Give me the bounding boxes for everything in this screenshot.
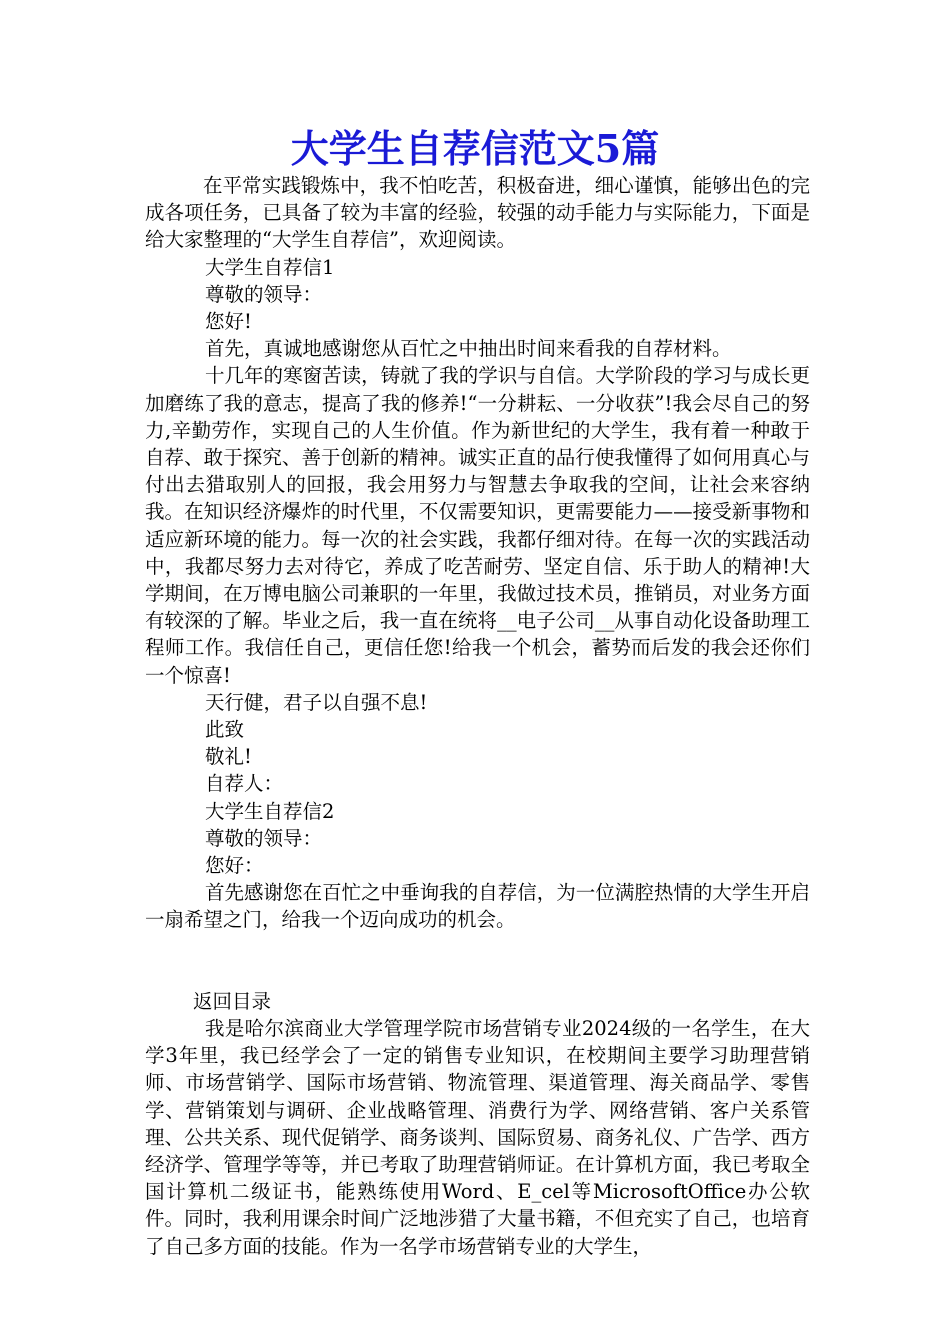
- letter1-heading: 大学生自荐信1: [205, 255, 335, 279]
- letter1-paragraph-1: 首先，真诚地感谢您从百忙之中抽出时间来看我的自荐材料。: [205, 337, 732, 361]
- document-body: [145, 172, 810, 1260]
- letter1-signature: 自荐人：: [205, 772, 284, 796]
- letter1-salutation: 尊敬的领导：: [205, 282, 323, 306]
- letter2-paragraph-1: 首先感谢您在百忙之中垂询我的自荐信，为一位满腔热情的大学生开启一扇希望之门，给我一个迈向成功的机会。: [145, 881, 810, 932]
- letter1-paragraph-2: 十几年的寒窗苦读，铸就了我的学识与自信。大学阶段的学习与成长更加磨练了我的意志，提高了我的修养!“一分耕耘、一分收获”!我会尽自己的努力,辛勤劳作，实现自己的人生价值。作为新世纪的大学生，我有着一种敢于自荐、敢于探究、善于创新的精神。诚实正直的品行使我懂得了如何用真心与付出去猎取别人的回报，我会用努力与智慧去争取我的空间，让社会来容纳我。在知识经济爆炸的时代里，不仅需要知识，更需要能力——接受新事物和适应新环境的能力。每一次的社会实践，我都仔细对待。在每一次的实践活动中，我都尽努力去对待它，养成了吃苦耐劳、坚定自信、乐于助人的精神!大学期间，在万博电脑公司兼职的一年里，我做过技术员，推销员，对业务方面有较深的了解。毕业之后，我一直在统将__电子公司__从事自动化设备助理工程师工作。我信任自己，更信任您!给我一个机会，蓄势而后发的我会还你们一个惊喜!: [145, 364, 810, 687]
- letter1-closing-1: 此致: [205, 718, 245, 742]
- letter1-motto: 天行健，君子以自强不息!: [205, 690, 428, 714]
- section-gap: [145, 934, 810, 988]
- intro-paragraph: 在平常实践锻炼中，我不怕吃苦，积极奋进，细心谨慎，能够出色的完成各项任务，已具备了较为丰富的经验，较强的动手能力与实际能力，下面是给大家整理的“大学生自荐信”，欢迎阅读。: [145, 174, 810, 252]
- letter2-greeting: 您好：: [205, 854, 264, 878]
- letter1-greeting: 您好!: [205, 310, 252, 334]
- document-title: 大学生自荐信范文5篇: [290, 126, 660, 171]
- letter2-salutation: 尊敬的领导：: [205, 826, 323, 850]
- letter2-heading: 大学生自荐信2: [205, 799, 335, 823]
- back-to-contents-link[interactable]: 返回目录: [193, 989, 272, 1013]
- letter1-closing-2: 敬礼!: [205, 745, 252, 769]
- letter-paragraph-last: 我是哈尔滨商业大学管理学院市场营销专业2024级的一名学生，在大学3年里，我已经学会了一定的销售专业知识，在校期间主要学习助理营销师、市场营销学、国际市场营销、物流管理、渠道管理、海关商品学、零售学、营销策划与调研、企业战略管理、消费行为学、网络营销、客户关系管理、公共关系、现代促销学、商务谈判、国际贸易、商务礼仪、广告学、西方经济学、管理学等等，并已考取了助理营销师证。在计算机方面，我已考取全国计算机二级证书，能熟练使用Word、E_cel等MicrosoftOffice办公软件。同时，我利用课余时间广泛地涉猎了大量书籍，不但充实了自己，也培育了自己多方面的技能。作为一名学市场营销专业的大学生，: [145, 1016, 810, 1258]
